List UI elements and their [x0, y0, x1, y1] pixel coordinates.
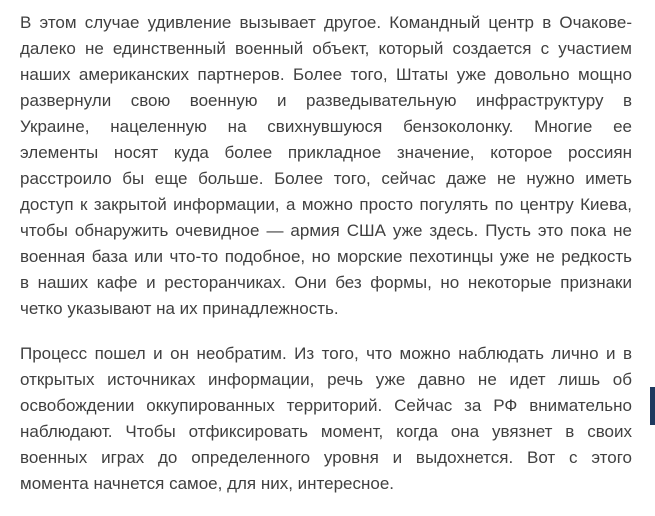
paragraph-2: [20, 341, 632, 497]
text-line: В этом случае удивление вызывает другое. Командный центр в Очакове-: [20, 13, 632, 32]
text-line: военная база или что-то подобное, но морские пехотинцы уже не редкость: [20, 247, 632, 266]
text-line: момента начнется самое, для них, интересное.: [20, 474, 395, 493]
text-line: далеко не единственный военный объект, который создается с участием: [20, 39, 632, 58]
paragraph-1: [20, 10, 632, 322]
text-line: доступ к закрытой информации, а можно просто погулять по центру Киева,: [20, 195, 632, 214]
text-line: военных играх до определенного уровня и выдохнется. Вот с этого: [20, 448, 632, 467]
text-line: чтобы обнаружить очевидное — армия США уже здесь. Пусть это пока не: [20, 221, 632, 240]
text-line: элементы носят куда более прикладное значение, которое россиян: [20, 143, 632, 162]
text-line: в наших кафе и ресторанчиках. Они без формы, но некоторые признаки: [20, 273, 632, 292]
text-line: развернули свою военную и разведывательную инфраструктуру в: [20, 91, 632, 110]
text-line: открытых источниках информации, речь уже давно не идет лишь об: [20, 370, 632, 389]
text-line: наших американских партнеров. Более того, Штаты уже довольно мощно: [20, 65, 632, 84]
text-line: наблюдают. Чтобы отфиксировать момент, когда она увязнет в своих: [20, 422, 632, 441]
text-line: освобождении оккупированных территорий. Сейчас за РФ внимательно: [20, 396, 632, 415]
text-line: Процесс пошел и он необратим. Из того, что можно наблюдать лично и в: [20, 344, 632, 363]
text-line: четко указывают на их принадлежность.: [20, 299, 339, 318]
article-body: [20, 10, 632, 516]
text-line: расстроило бы еще больше. Более того, сейчас даже не нужно иметь: [20, 169, 632, 188]
scroll-position-marker[interactable]: [650, 387, 655, 425]
text-line: Украине, нацеленную на свихнувшуюся бензоколонку. Многие ее: [20, 117, 632, 136]
